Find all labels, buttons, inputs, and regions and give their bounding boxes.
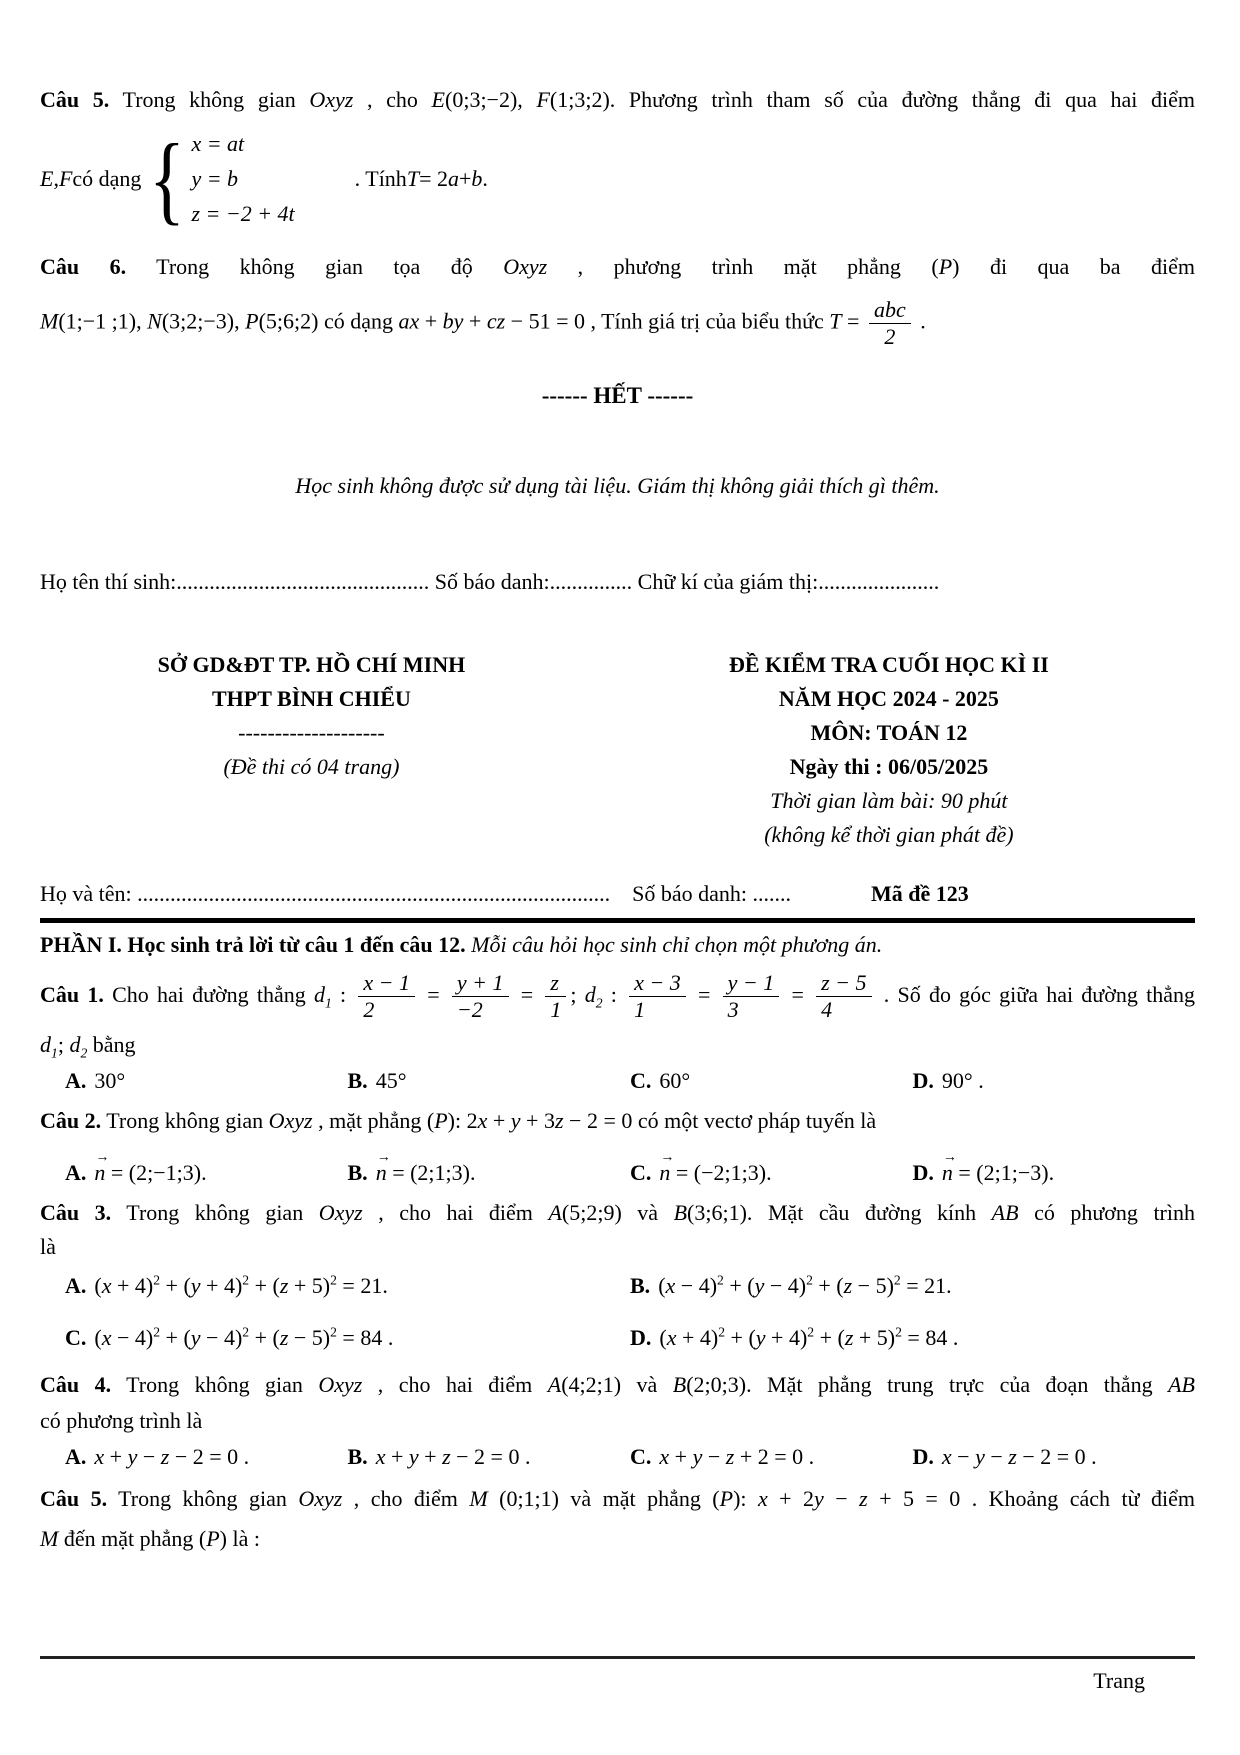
question-3-option-a — [65, 1265, 630, 1307]
option-value: x + y + z − 2 = 0 . — [375, 1444, 531, 1469]
question-1-options — [40, 1065, 1195, 1097]
question-3-line1: Câu 3. Trong không gian Oxyz , cho hai điểm A(5;2;9) và B(3;6;1). Mặt cầu đường kính AB có phương trình — [40, 1200, 1195, 1225]
option-value: 30° — [94, 1068, 126, 1093]
end-of-exam-marker: ------ HẾT ------ — [541, 383, 694, 408]
department-name: SỞ GD&ĐT TP. HỒ CHÍ MINH — [157, 652, 466, 677]
option-value: 60° — [659, 1068, 691, 1093]
question-4-option-d — [913, 1441, 1196, 1473]
question-5-bottom-line1: Câu 5. Trong không gian Oxyz , cho điểm M (0;1;1) và mặt phẳng (P): x + 2y − z + 5 = 0 . Khoảng cách từ điểm — [40, 1486, 1195, 1511]
option-value: $(x + 4)^2 + (y + 4)^2 + (z + 5)^2 = 84$ . — [659, 1324, 959, 1350]
question-3-line2: là — [40, 1234, 56, 1259]
option-value: x + y − z + 2 = 0 . — [659, 1444, 815, 1469]
option-value: x − y − z − 2 = 0 . — [941, 1444, 1097, 1469]
option-value: → n = (2;−1;3). — [94, 1160, 206, 1185]
option-label: C. — [630, 1068, 652, 1093]
option-label: D. — [912, 1444, 934, 1469]
student-id-field: Số báo danh: ....... — [632, 881, 792, 906]
question-1-line1: Câu 1. Cho hai đường thẳng $d_1$ : $\frac{x - 1}{2}$ = $\frac{y + 1}{-2}$ = $\frac{z}{1}$ ; $d_2$ : $\frac{x - 3}{1}$ = $\frac{y - 1}{3}$ = $\frac{z - 5}{4}$ . Số đo góc giữa hai đường thẳng — [40, 970, 1195, 1023]
subject-name: MÔN: TOÁN 12 — [810, 720, 968, 745]
option-value: $(x - 4)^2 + (y - 4)^2 + (z - 5)^2 = 84$ . — [94, 1324, 394, 1350]
question-1-option-a — [65, 1065, 348, 1097]
question-4-option-c — [630, 1441, 913, 1473]
option-value: $(x - 4)^2 + (y - 4)^2 + (z - 5)^2 = 21$. — [658, 1272, 952, 1298]
question-6-line1: Câu 6. Trong không gian tọa độ Oxyz , phương trình mặt phẳng (P) đi qua ba điểm — [40, 254, 1195, 279]
exam-code-badge: Mã đề 123 — [871, 881, 969, 906]
dashes-divider: -------------------- — [238, 720, 385, 745]
option-label: B. — [630, 1273, 651, 1298]
option-label: D. — [912, 1068, 934, 1093]
question-3-option-c — [65, 1317, 630, 1359]
question-5-top-system: E , F có dạng { x = at y = b z = −2 + 4t . Tính T = 2 a + b . — [40, 122, 488, 234]
option-label: D. — [630, 1325, 652, 1350]
school-header — [40, 648, 1195, 852]
option-value: 90° . — [941, 1068, 984, 1093]
option-value: → n = (2;1;3). — [376, 1160, 476, 1185]
question-1-line2: $d_1$; $d_2$ bằng — [40, 1032, 136, 1061]
question-3-option-d — [630, 1317, 1195, 1359]
option-label: A. — [65, 1273, 87, 1298]
part1-heading: PHẦN I. Học sinh trả lời từ câu 1 đến câu 12. Mỗi câu hỏi học sinh chỉ chọn một phương án. — [40, 932, 883, 957]
question-1-option-d — [913, 1065, 1196, 1097]
exam-date: Ngày thi : 06/05/2025 — [789, 754, 989, 779]
exam-duration-note: (không kể thời gian phát đề) — [764, 822, 1014, 847]
page-footer — [0, 1656, 1240, 1697]
option-value: 45° — [375, 1068, 407, 1093]
candidate-info-line: Họ tên thí sinh:.............................................. Số báo danh:............... Chữ kí của giám thị:...................... — [40, 569, 940, 594]
option-label: C. — [630, 1160, 652, 1185]
question-4-option-b — [348, 1441, 631, 1473]
option-label: C. — [65, 1325, 87, 1350]
exam-duration: Thời gian làm bài: 90 phút — [770, 788, 1008, 813]
question-4-options — [40, 1441, 1195, 1473]
question-5-bottom-line2: M đến mặt phẳng (P) là : — [40, 1526, 260, 1551]
option-label: C. — [630, 1444, 652, 1469]
question-4-option-a — [65, 1441, 348, 1473]
option-label: A. — [65, 1068, 87, 1093]
question-2-option-a — [65, 1157, 348, 1189]
question-1-option-c — [630, 1065, 913, 1097]
footer-rule — [40, 1656, 1195, 1659]
question-2-option-d — [913, 1157, 1196, 1189]
option-value: x + y − z − 2 = 0 . — [94, 1444, 250, 1469]
option-label: B. — [347, 1444, 368, 1469]
option-label: A. — [65, 1444, 87, 1469]
option-label: B. — [347, 1068, 368, 1093]
school-name: THPT BÌNH CHIỂU — [211, 686, 411, 711]
question-4-line2: có phương trình là — [40, 1408, 203, 1433]
exam-title: ĐỀ KIỂM TRA CUỐI HỌC KÌ II — [728, 652, 1049, 677]
exam-rules-notice: Học sinh không được sử dụng tài liệu. Giám thị không giải thích gì thêm. — [295, 473, 940, 498]
question-2-option-b — [348, 1157, 631, 1189]
option-label: A. — [65, 1160, 87, 1185]
question-3-option-b — [630, 1265, 1195, 1307]
question-6-line2: M(1;−1 ;1), N(3;2;−3), P(5;6;2) có dạng ax + by + cz − 51 = 0 , Tính giá trị của biểu thức T = $\frac{\text{abc}}{2}$ . — [40, 297, 926, 349]
question-2-options — [40, 1141, 1195, 1189]
option-value: → n = (−2;1;3). — [659, 1160, 771, 1185]
header-separator-rule — [40, 918, 1195, 923]
question-2-line1: Câu 2. Trong không gian Oxyz , mặt phẳng (P): 2x + y + 3z − 2 = 0 có một vectơ pháp tuyến là — [40, 1108, 877, 1133]
page-count-note: (Đề thi có 04 trang) — [223, 754, 400, 779]
question-2-option-c — [630, 1157, 913, 1189]
question-4-line1: Câu 4. Trong không gian Oxyz , cho hai điểm A(4;2;1) và B(2;0;3). Mặt phẳng trung trực của đoạn thẳng AB — [40, 1372, 1195, 1397]
school-year: NĂM HỌC 2024 - 2025 — [778, 686, 999, 711]
option-label: B. — [347, 1160, 368, 1185]
question-1-option-b — [348, 1065, 631, 1097]
option-value: → n = (2;1;−3). — [942, 1160, 1054, 1185]
question-5-top-line1: Câu 5. Trong không gian Oxyz , cho E(0;3;−2), F(1;3;2). Phương trình tham số của đường thẳng đi qua hai điểm — [40, 87, 1195, 112]
option-value: $(x + 4)^2 + (y + 4)^2 + (z + 5)^2 = 21$. — [94, 1272, 388, 1298]
student-name-field: Họ và tên: ...................................................................................... — [40, 881, 611, 906]
option-label: D. — [912, 1160, 934, 1185]
student-name-line — [40, 878, 1195, 910]
school-header-left — [40, 648, 583, 852]
school-header-right — [583, 648, 1195, 852]
question-3-options — [40, 1265, 1195, 1359]
page-number-label: Trang — [1093, 1668, 1145, 1693]
